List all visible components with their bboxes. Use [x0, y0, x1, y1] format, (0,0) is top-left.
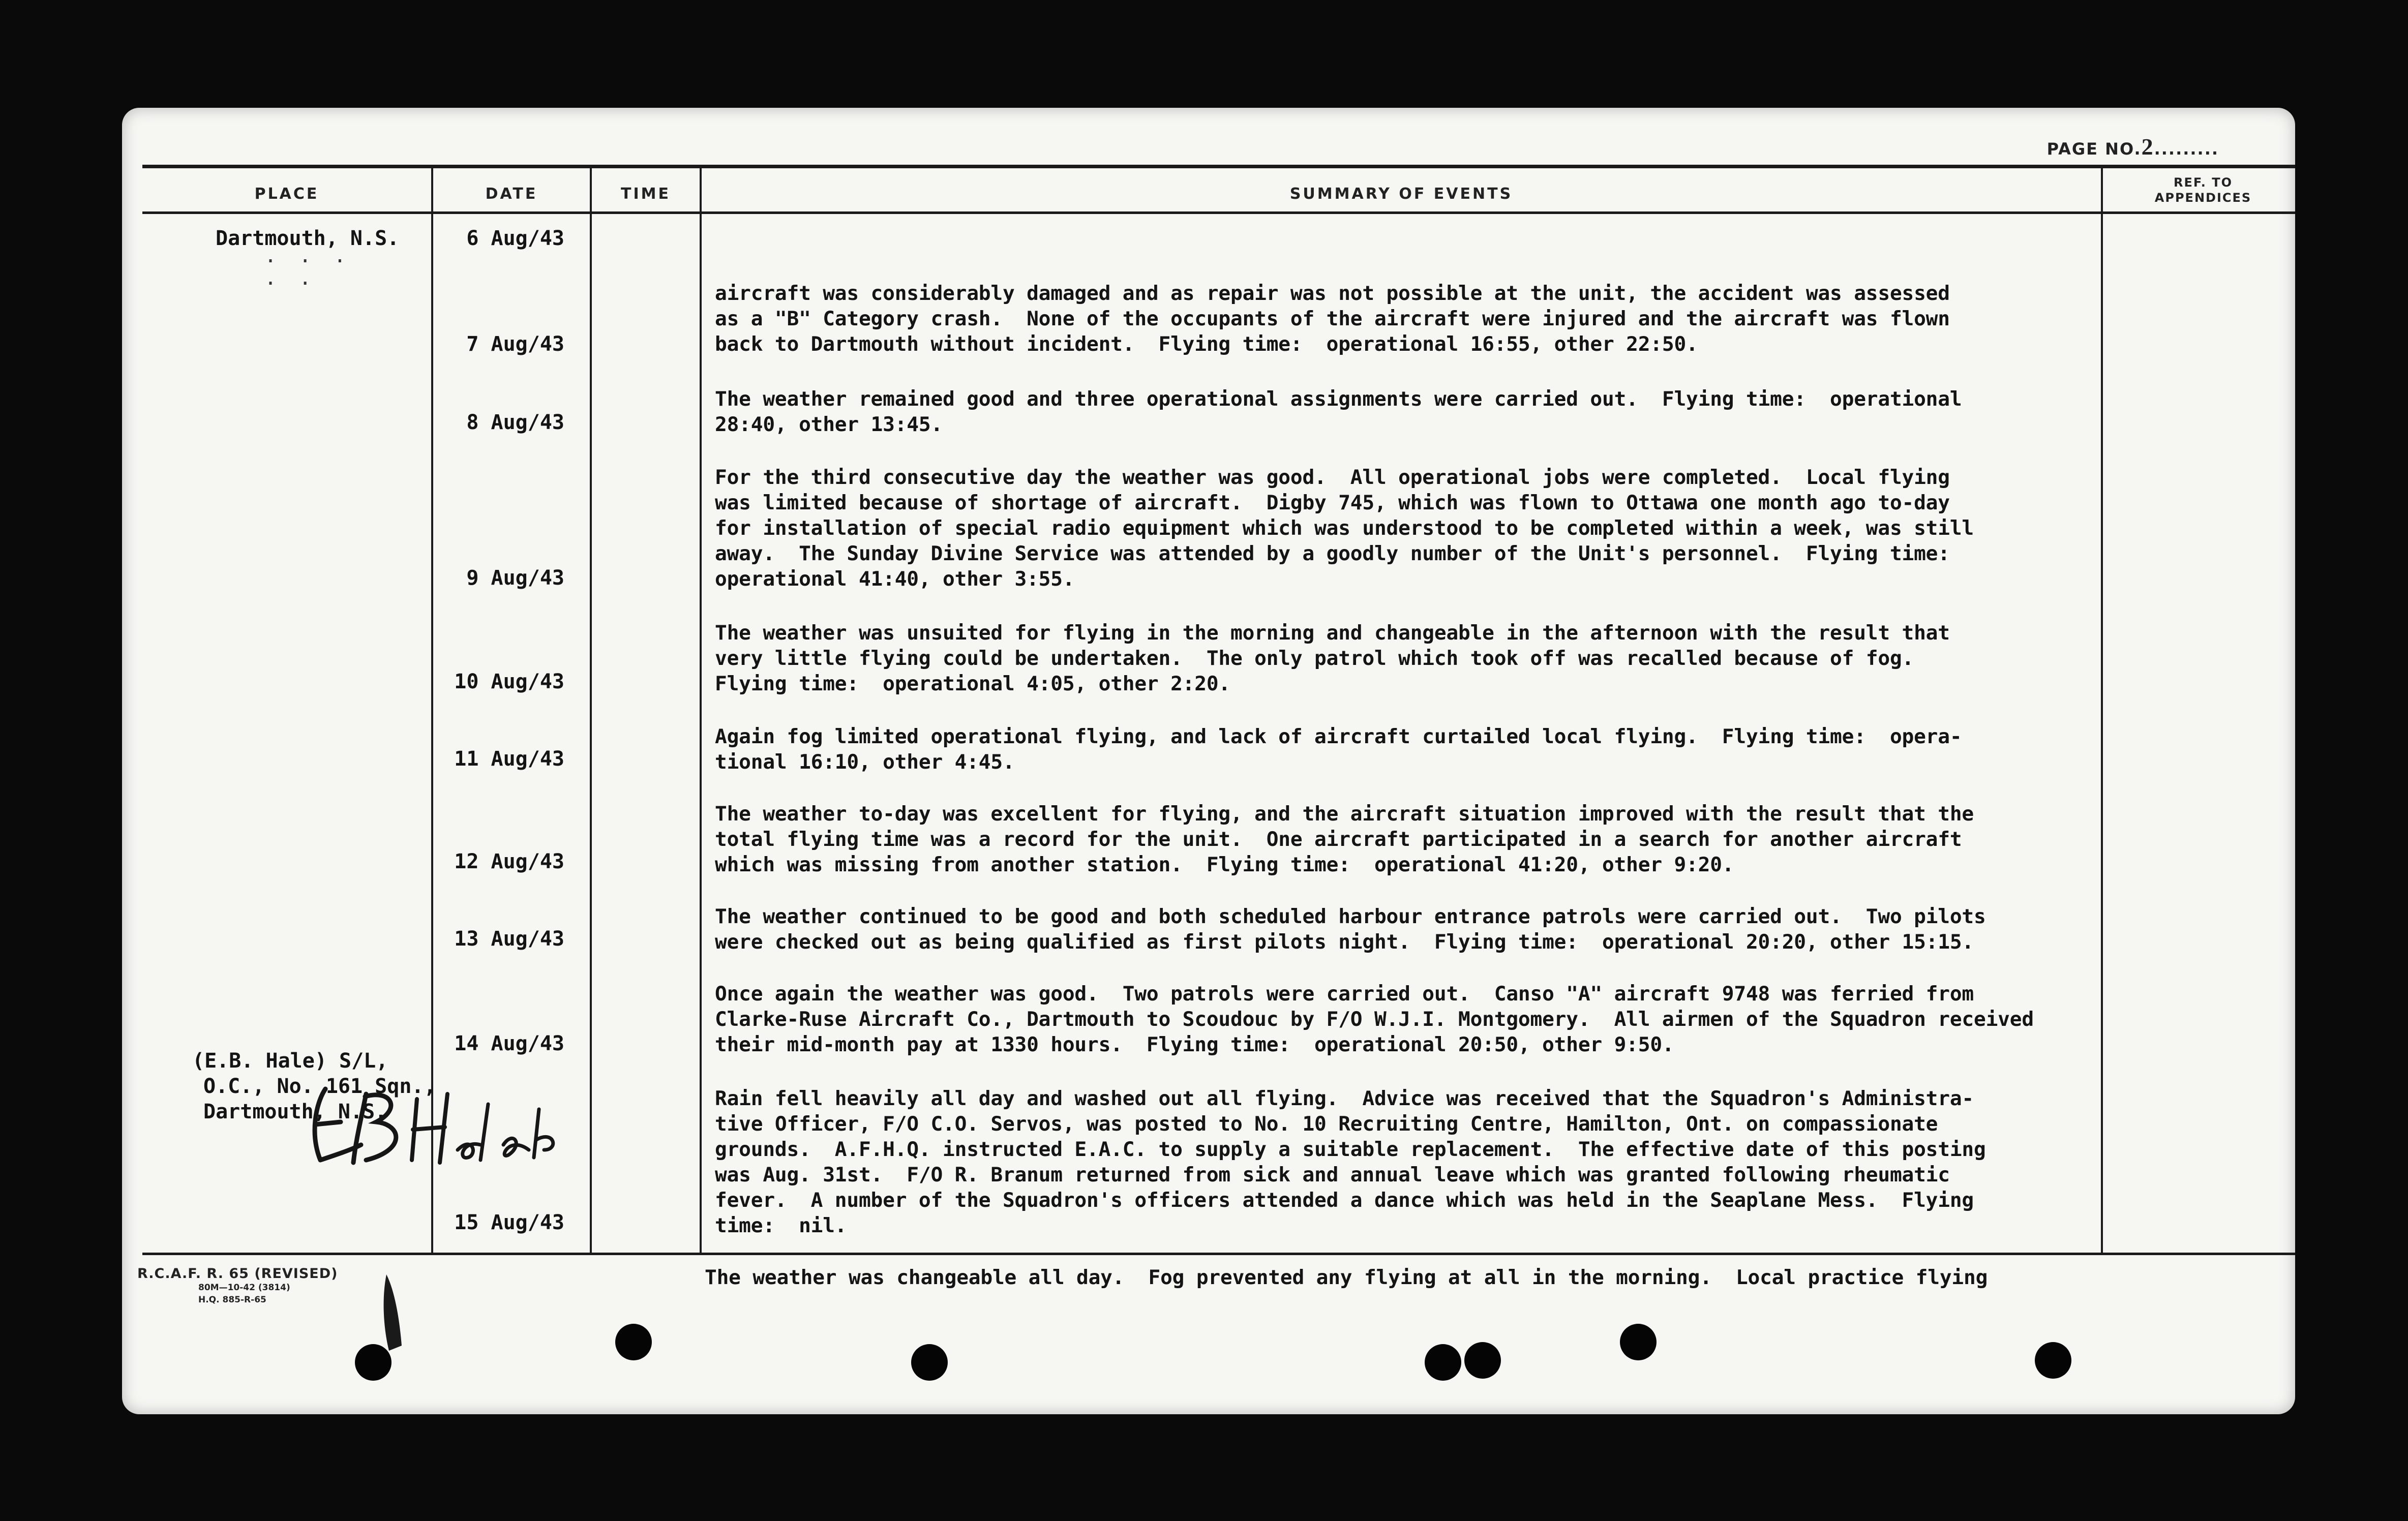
signatory-name: (E.B. Hale) S/L,	[192, 1049, 388, 1073]
place-dots: . . .	[264, 244, 351, 267]
entry-date: 7 Aug/43	[466, 332, 564, 356]
header-time: TIME	[621, 185, 671, 203]
form-identifier: R.C.A.F. R. 65 (REVISED) 80M—10-42 (3814) H.Q. 885-R-65	[137, 1266, 338, 1305]
place-dots: . .	[264, 266, 317, 290]
entry-summary: The weather was changeable all day. Fog prevented any flying at all in the morning. Local practice flying	[705, 1266, 1988, 1289]
entry-summary: The weather to-day was excellent for flying, and the aircraft situation improved with the result that the total flying time was a record for the unit. One aircraft participated in a search for another aircraft which was missing from another station. Flying time: operational 41:20, other 9:20.	[715, 802, 1974, 876]
entry-summary: Again fog limited operational flying, and lack of aircraft curtailed local flying. Flying time: opera- tional 16:10, other 4:45.	[715, 725, 1962, 774]
binder-hole	[355, 1344, 392, 1381]
entry-summary: The weather continued to be good and both scheduled harbour entrance patrols were carried out. Two pilots were checked out as being qualified as first pilots night. Flying time: operational 20:20, other 15:15.	[715, 905, 1986, 954]
entry-summary: The weather was unsuited for flying in the morning and changeable in the afternoon with the result that very little flying could be undertaken. The only patrol which took off was recalled because of fog. Flying time: operational 4:05, other 2:20.	[715, 621, 1950, 695]
binder-hole	[1425, 1344, 1461, 1381]
page-number: PAGE NO.2.........	[2046, 134, 2219, 160]
entry-summary: For the third consecutive day the weather was good. All operational jobs were completed. Local flying was limited because of shortage of aircraft. Digby 745, which was flown to Ottawa one month ago to-day for installation of special radio equipment which was understood to be completed within a week, was still away. The Sunday Divine Service was attended by a goodly number of the Unit's personnel. Flying time: operational 41:40, other 3:55.	[715, 466, 1974, 591]
column-divider-time	[700, 167, 702, 1254]
binder-hole	[2035, 1342, 2071, 1379]
header-place: PLACE	[254, 185, 319, 203]
column-divider-date	[590, 167, 592, 1254]
ink-blot-image	[371, 1269, 412, 1356]
diary-page-card	[122, 108, 2295, 1414]
signatory-title: O.C., No. 161 Sqn.,	[203, 1075, 436, 1098]
entry-date: 9 Aug/43	[466, 566, 564, 590]
binder-hole	[1464, 1342, 1501, 1379]
entry-date: 12 Aug/43	[454, 850, 564, 873]
binder-hole	[615, 1324, 652, 1360]
entry-summary: Rain fell heavily all day and washed out all flying. Advice was received that the Squadron's Administra- tive Officer, F/O C.O. Servos, was posted to No. 10 Recruiting Centre, Hamilton, Ont. on compassionate grounds. A.F.H.Q. instructed E.A.C. to supply a suitable replacement. The effective date of this posting was Aug. 31st. F/O R. Branum returned from sick and annual leave which was granted following rheumatic fever. A number of the Squadron's officers attended a dance which was held in the Seaplane Mess. Flying time: nil.	[715, 1087, 1986, 1237]
header-summary: SUMMARY OF EVENTS	[1289, 185, 1513, 203]
entry-date: 15 Aug/43	[454, 1211, 564, 1234]
signatory-location: Dartmouth, N.S.	[203, 1100, 387, 1123]
place-top: Dartmouth, N.S.	[216, 227, 400, 250]
entry-date: 13 Aug/43	[454, 927, 564, 951]
header-rule	[142, 211, 2295, 214]
entry-date: 10 Aug/43	[454, 670, 564, 693]
entry-date: 14 Aug/43	[454, 1032, 564, 1055]
top-rule	[142, 165, 2295, 168]
entry-summary: The weather remained good and three operational assignments were carried out. Flying time: operational 28:40, other 13:45.	[715, 387, 1962, 436]
entry-date: 6 Aug/43	[466, 227, 564, 250]
header-date: DATE	[485, 185, 538, 203]
column-divider-summary	[2101, 167, 2103, 1254]
entry-summary: aircraft was considerably damaged and as repair was not possible at the unit, the accident was assessed as a "B" Category crash. None of the occupants of the aircraft were injured and the aircraft was flown back to Dartmouth without incident. Flying time: operational 16:55, other 22:50.	[715, 282, 1950, 356]
entry-summary: Once again the weather was good. Two patrols were carried out. Canso "A" aircraft 9748 was ferried from Clarke-Ruse Aircraft Co., Dartmouth to Scoudouc by F/O W.J.I. Montgomery. All airmen of the Squadron received their mid-month pay at 1330 hours. Flying time: operational 20:50, other 9:50.	[715, 982, 2034, 1056]
entry-date: 8 Aug/43	[466, 411, 564, 434]
header-appendices: REF. TO APPENDICES	[2154, 175, 2252, 205]
binder-hole	[911, 1344, 948, 1381]
entry-date: 11 Aug/43	[454, 747, 564, 771]
binder-hole	[1620, 1324, 1657, 1360]
